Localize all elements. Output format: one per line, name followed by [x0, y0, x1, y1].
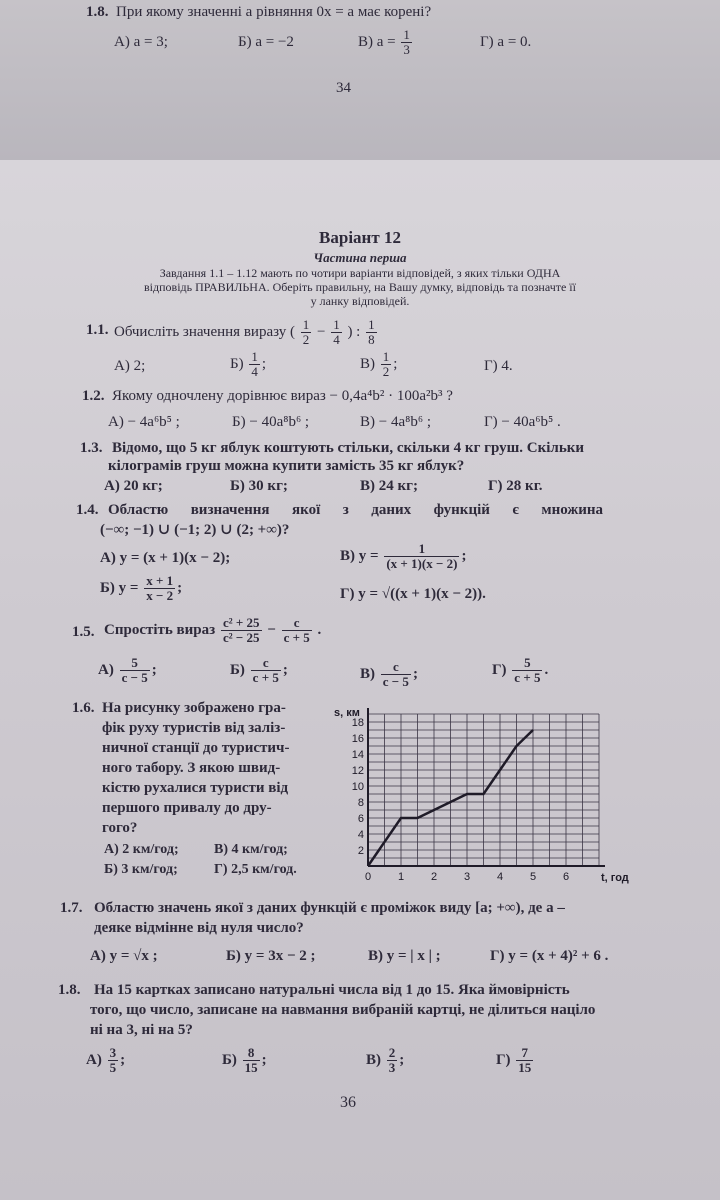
q2-option-b[interactable]: Б) − 40a⁸b⁶ ;	[232, 414, 310, 430]
x-tick-label: 1	[397, 871, 405, 883]
q6-option-d[interactable]: Г) 2,5 км/год.	[214, 862, 297, 877]
q5-text: Спростіть вираз $\frac{\text{c² + 25}}{\text{c² − 25}}$ − $\frac{c}{c + 5}$ .	[104, 615, 322, 645]
q8-number: 1.8.	[58, 982, 81, 998]
q18-prev-number: 1.8.	[86, 4, 109, 20]
q7-option-a[interactable]: А) y = √x ;	[90, 948, 158, 964]
q3-option-a[interactable]: А) 20 кг;	[104, 478, 163, 494]
q8-text-line-2: того, що число, записане на навмання вибраній картці, не ділиться націло	[90, 1002, 596, 1018]
q1-option-b[interactable]: Б) $\frac{1}{4}$ ;	[230, 349, 267, 379]
previous-page	[0, 0, 720, 160]
q1-option-c[interactable]: В) $\frac{1}{2}$ ;	[360, 349, 398, 379]
x-tick-label: 4	[496, 871, 504, 883]
instructions-line-2: відповідь ПРАВИЛЬНА. Оберіть правильну, на Вашу думку, відповідь та позначте її	[144, 280, 576, 294]
q4-number: 1.4.	[76, 502, 99, 518]
q6-option-a[interactable]: А) 2 км/год;	[104, 842, 179, 857]
q3-option-b[interactable]: Б) 30 кг;	[230, 478, 288, 494]
q4-option-d[interactable]: Г) y = √((x + 1)(x − 2)).	[340, 586, 486, 602]
q2-option-c[interactable]: В) − 4a⁸b⁶ ;	[360, 414, 431, 430]
q8-option-c[interactable]: В) $\frac{2}{3}$ ;	[366, 1045, 405, 1075]
q6-line-3: ничної станції до туристич-	[102, 740, 290, 756]
q18-prev-option-d[interactable]: Г) a = 0.	[480, 34, 532, 50]
y-tick-label: 10	[351, 781, 364, 793]
variant-title: Варіант 12	[319, 228, 401, 247]
q3-text-line-2: кілограмів груш можна купити замість 35 кг яблук?	[108, 458, 465, 474]
q5-option-c[interactable]: В) $\frac{c}{c - 5}$ ;	[360, 659, 418, 689]
q4-text-line-1: Областю визначення якої з даних функцій є множина	[108, 502, 604, 518]
q4-text-line-2: (−∞; −1) ∪ (−1; 2) ∪ (2; +∞)?	[100, 522, 290, 538]
q2-number: 1.2.	[82, 388, 105, 404]
q8-text-line-3: ні на 3, ні на 5?	[90, 1022, 193, 1038]
q3-option-d[interactable]: Г) 28 кг.	[488, 478, 543, 494]
part-subtitle: Частина перша	[313, 250, 407, 265]
q8-option-a[interactable]: А) $\frac{3}{5}$ ;	[86, 1045, 126, 1075]
q1-text: Обчисліть значення виразу ( $\frac{1}{2}$ − $\frac{1}{4}$ ) : $\frac{1}{8}$	[114, 317, 375, 347]
q8-option-d[interactable]: Г) $\frac{7}{15}$	[496, 1045, 532, 1075]
q6-line-2: фік руху туристів від заліз-	[102, 720, 286, 736]
q8-option-b[interactable]: Б) $\frac{8}{15}$ ;	[222, 1045, 267, 1075]
q7-option-d[interactable]: Г) y = (x + 4)² + 6 .	[490, 948, 609, 964]
x-tick-label: 5	[529, 871, 537, 883]
x-tick-label: 6	[562, 871, 570, 883]
q2-option-d[interactable]: Г) − 40a⁶b⁵ .	[484, 414, 561, 430]
q1-option-d[interactable]: Г) 4.	[484, 358, 513, 374]
x-tick-label: 2	[430, 871, 438, 883]
x-tick-label: 3	[463, 871, 471, 883]
q6-option-c[interactable]: В) 4 км/год;	[214, 842, 288, 857]
q2-text: Якому одночлену дорівнює вираз − 0,4a⁴b² · 100a²b³ ?	[112, 388, 453, 404]
y-tick-label: 14	[351, 749, 364, 761]
distance-time-chart	[320, 696, 630, 892]
q7-option-b[interactable]: Б) y = 3x − 2 ;	[226, 948, 316, 964]
y-tick-label: 4	[357, 829, 364, 841]
q5-option-d[interactable]: Г) $\frac{5}{c + 5}$ .	[492, 655, 549, 685]
q5-number: 1.5.	[72, 624, 95, 640]
instructions-line-1: Завдання 1.1 – 1.12 мають по чотири варіанти відповідей, з яких тільки ОДНА	[159, 266, 561, 280]
page-number: 36	[340, 1094, 356, 1111]
q2-option-a[interactable]: А) − 4a⁶b⁵ ;	[108, 414, 180, 430]
q7-option-c[interactable]: В) y = | x | ;	[368, 948, 441, 964]
y-tick-label: 12	[351, 765, 364, 777]
y-tick-label: 18	[351, 717, 364, 729]
q3-text-line-1: Відомо, що 5 кг яблук коштують стільки, скільки 4 кг груш. Скільки	[112, 440, 585, 456]
q4-option-a[interactable]: А) y = (x + 1)(x − 2);	[100, 550, 231, 566]
q4-option-b[interactable]: Б) y = $\frac{x + 1}{x - 2}$ ;	[100, 573, 183, 603]
q3-number: 1.3.	[80, 440, 103, 456]
q7-number: 1.7.	[60, 900, 83, 916]
q5-option-b[interactable]: Б) $\frac{c}{c + 5}$ ;	[230, 655, 288, 685]
x-axis-label: t, год	[601, 872, 629, 884]
x-tick-label: 0	[364, 871, 372, 883]
y-tick-label: 2	[357, 845, 364, 857]
y-tick-label: 6	[357, 813, 364, 825]
q6-line-7: гого?	[102, 820, 138, 836]
y-axis-label: s, км	[334, 707, 360, 719]
q18-prev-option-c[interactable]: В) a = $\frac{1}{3}$	[358, 27, 410, 57]
q6-option-b[interactable]: Б) 3 км/год;	[104, 862, 178, 877]
q7-text-line-2: деяке відмінне від нуля число?	[94, 920, 304, 936]
q5-option-a[interactable]: А) $\frac{5}{c - 5}$ ;	[98, 655, 157, 685]
q3-option-c[interactable]: В) 24 кг;	[360, 478, 418, 494]
q6-line-1: На рисунку зображено гра-	[102, 700, 286, 716]
q18-prev-option-a[interactable]: А) a = 3;	[114, 34, 168, 50]
q1-number: 1.1.	[86, 322, 109, 338]
q18-prev-option-b[interactable]: Б) a = −2	[238, 34, 294, 50]
q6-line-4: ного табору. З якою швид-	[102, 760, 281, 776]
q6-number: 1.6.	[72, 700, 95, 716]
prev-page-number: 34	[336, 80, 351, 96]
q18-prev-text: При якому значенні a рівняння 0x = a має корені?	[116, 4, 432, 20]
q6-line-6: першого привалу до дру-	[102, 800, 272, 816]
instructions-line-3: у ланку відповідей.	[310, 294, 410, 308]
y-tick-label: 16	[351, 733, 364, 745]
q8-text-line-1: На 15 картках записано натуральні числа від 1 до 15. Яка ймовірність	[94, 982, 570, 998]
q1-option-a[interactable]: А) 2;	[114, 358, 146, 374]
q4-option-c[interactable]: В) y = $\frac{1}{(x + 1)(x - 2)}$ ;	[340, 541, 467, 571]
y-tick-label: 8	[357, 797, 364, 809]
q6-line-5: кістю рухалися туристи від	[102, 780, 289, 796]
q7-text-line-1: Областю значень якої з даних функцій є проміжок виду [a; +∞), де a –	[94, 900, 565, 916]
